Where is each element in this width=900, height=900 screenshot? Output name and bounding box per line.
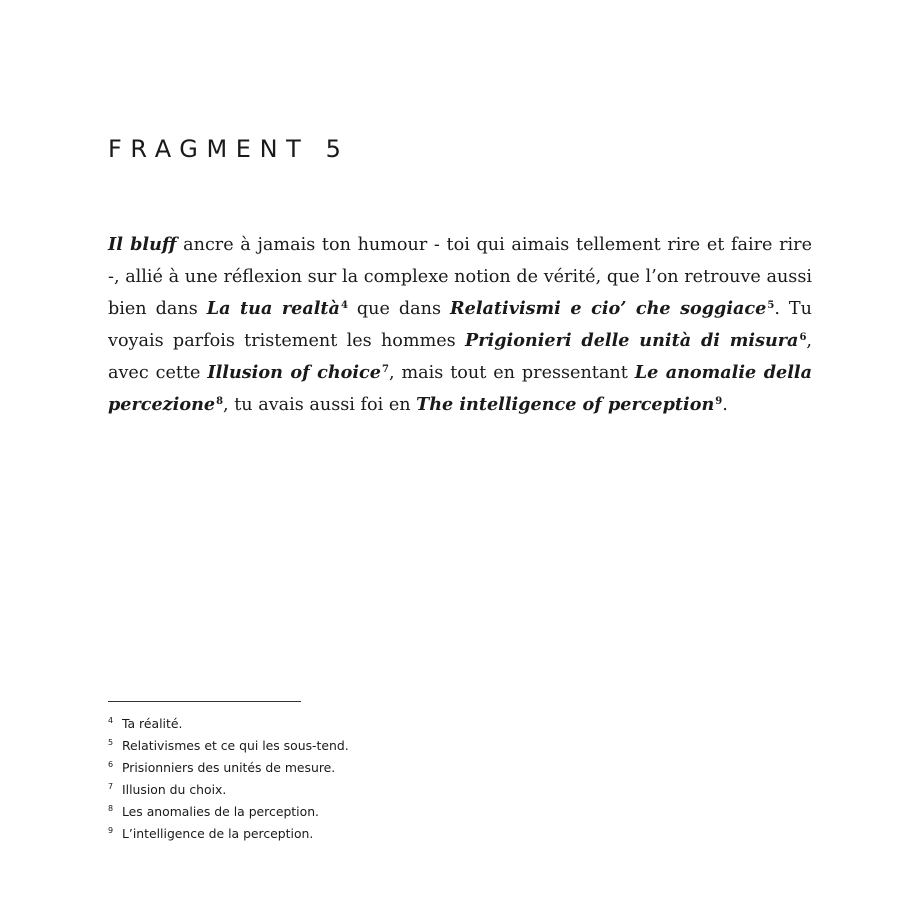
work-title-prigionieri: Prigionieri delle unità di misura xyxy=(465,330,799,351)
body-text-segment: . Tu voyais parfois tristement les hommes xyxy=(108,299,812,351)
body-text-segment: , avec cette xyxy=(108,331,813,383)
work-title-la-tua-realta: La tua realtà xyxy=(206,298,340,319)
footnote-ref-5[interactable]: 5 xyxy=(767,300,775,311)
work-title-illusion-of-choice: Illusion of choice xyxy=(207,362,381,383)
body-text-segment: que dans xyxy=(347,299,451,319)
footnote-item: 8 Les anomalies de la perception. xyxy=(108,804,319,819)
work-title-le-anomalie: Le anomalie della percezione xyxy=(108,362,812,415)
footnote-ref-7[interactable]: 7 xyxy=(381,364,389,375)
body-text-segment: , tu avais aussi foi en xyxy=(223,395,417,415)
footnote-text: L’intelligence de la perception. xyxy=(122,826,314,841)
footnote-divider xyxy=(108,701,301,702)
footnote-ref-6[interactable]: 6 xyxy=(799,332,807,343)
footnote-item: 6 Prisionniers des unités de mesure. xyxy=(108,760,336,775)
body-text-segment: . xyxy=(722,395,728,415)
footnote-item: 4 Ta réalité. xyxy=(108,716,183,731)
footnote-item: 5 Relativismes et ce qui les sous-tend. xyxy=(108,738,349,753)
footnote-text: Prisionniers des unités de mesure. xyxy=(122,760,336,775)
body-text-segment: , mais tout en pressentant xyxy=(388,363,635,383)
footnote-ref-9[interactable]: 9 xyxy=(715,396,723,407)
fragment-title: FRAGMENT 5 xyxy=(108,135,350,163)
footnote-text: Illusion du choix. xyxy=(122,782,227,797)
footnote-text: Ta réalité. xyxy=(122,716,183,731)
footnote-item: 7 Illusion du choix. xyxy=(108,782,227,797)
footnote-ref-4[interactable]: 4 xyxy=(340,300,348,311)
work-title-intelligence-of-perception: The intelligence of perception xyxy=(416,394,715,415)
footnote-text: Relativismes et ce qui les sous-tend. xyxy=(122,738,349,753)
footnote-list xyxy=(108,713,349,845)
footnote-text: Les anomalies de la perception. xyxy=(122,804,319,819)
footnote-item: 9 L’intelligence de la perception. xyxy=(108,826,314,841)
footnote-ref-8[interactable]: 8 xyxy=(216,396,224,407)
work-title-relativismi: Relativismi e cio’ che soggiace xyxy=(450,298,767,319)
work-title-il-bluff: Il bluff xyxy=(108,234,177,255)
body-paragraph xyxy=(108,229,812,421)
body-text-segment: ancre à jamais ton humour - toi qui aimais tellement rire et faire rire -, allié à une réflexion sur la complexe notion de vérité, que l’on retrouve aussi bien dans xyxy=(108,235,812,319)
